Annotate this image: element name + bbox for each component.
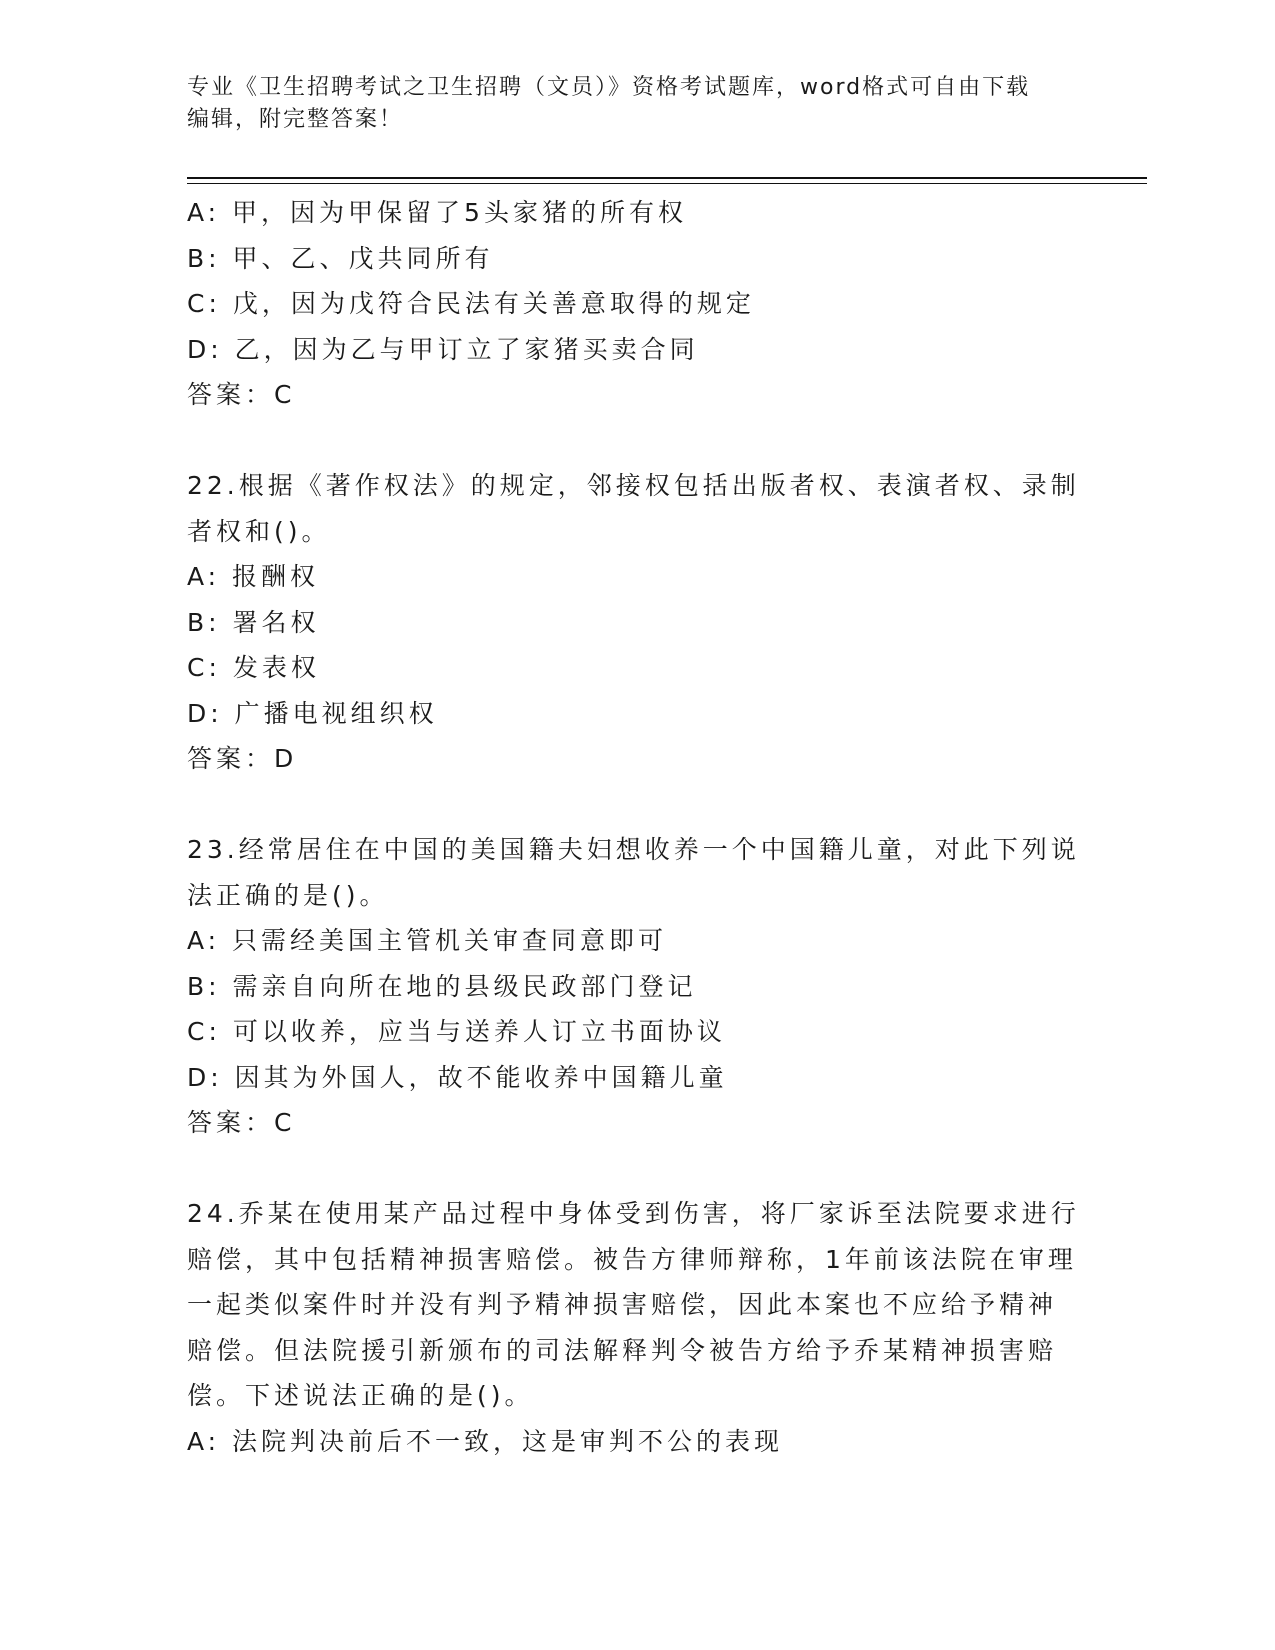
question-stem: 赔偿，其中包括精神损害赔偿。被告方律师辩称，1年前该法院在审理 [187,1244,1077,1274]
option-d: D: 广播电视组织权 [187,698,438,728]
header-rule-thick [187,177,1147,179]
option-b: B: 署名权 [187,607,320,637]
question-24 [187,1191,1080,1464]
option-c: C: 发表权 [187,653,320,682]
option-a: A: 法院判决前后不一致，这是审判不公的表现 [187,1426,784,1456]
header-rule-thin [187,183,1147,184]
header-line-1: 专业《卫生招聘考试之卫生招聘（文员）》资格考试题库，word格式可自由下载 [187,75,1031,100]
option-a: A: 甲，因为甲保留了5头家猪的所有权 [187,198,687,227]
question-stem: 一起类似案件时并没有判予精神损害赔偿，因此本案也不应给予精神 [187,1290,1058,1319]
option-b: B: 甲、乙、戊共同所有 [187,243,494,273]
answer: 答案：D [187,744,298,773]
spacer [187,1146,1077,1192]
question-stem: 者权和()。 [187,516,331,546]
answer: 答案：C [187,1108,296,1137]
page-header [187,72,1087,136]
prev-question-block [187,190,1077,418]
header-line-2: 编辑，附完整答案！ [187,107,404,132]
option-c: C: 戊，因为戊符合民法有关善意取得的规定 [187,289,755,318]
question-23 [187,827,1080,1146]
question-stem: 偿。下述说法正确的是()。 [187,1381,534,1410]
spacer [187,782,1077,828]
question-stem: 24.乔某在使用某产品过程中身体受到伤害，将厂家诉至法院要求进行 [187,1199,1080,1228]
option-d: D: 因其为外国人，故不能收养中国籍儿童 [187,1062,728,1092]
option-a: A: 只需经美国主管机关审查同意即可 [187,926,668,955]
option-d: D: 乙，因为乙与甲订立了家猪买卖合同 [187,334,699,364]
option-c: C: 可以收养，应当与送养人订立书面协议 [187,1017,726,1046]
question-stem: 22.根据《著作权法》的规定，邻接权包括出版者权、表演者权、录制 [187,471,1080,500]
option-b: B: 需亲自向所在地的县级民政部门登记 [187,971,697,1001]
question-stem: 法正确的是()。 [187,880,389,910]
spacer [187,418,1077,464]
question-stem: 23.经常居住在中国的美国籍夫妇想收养一个中国籍儿童，对此下列说 [187,835,1080,864]
question-stem: 赔偿。但法院援引新颁布的司法解释判令被告方给予乔某精神损害赔 [187,1335,1058,1365]
question-22 [187,463,1080,782]
answer: 答案：C [187,380,296,409]
option-a: A: 报酬权 [187,562,320,591]
question-content [187,190,1080,1464]
